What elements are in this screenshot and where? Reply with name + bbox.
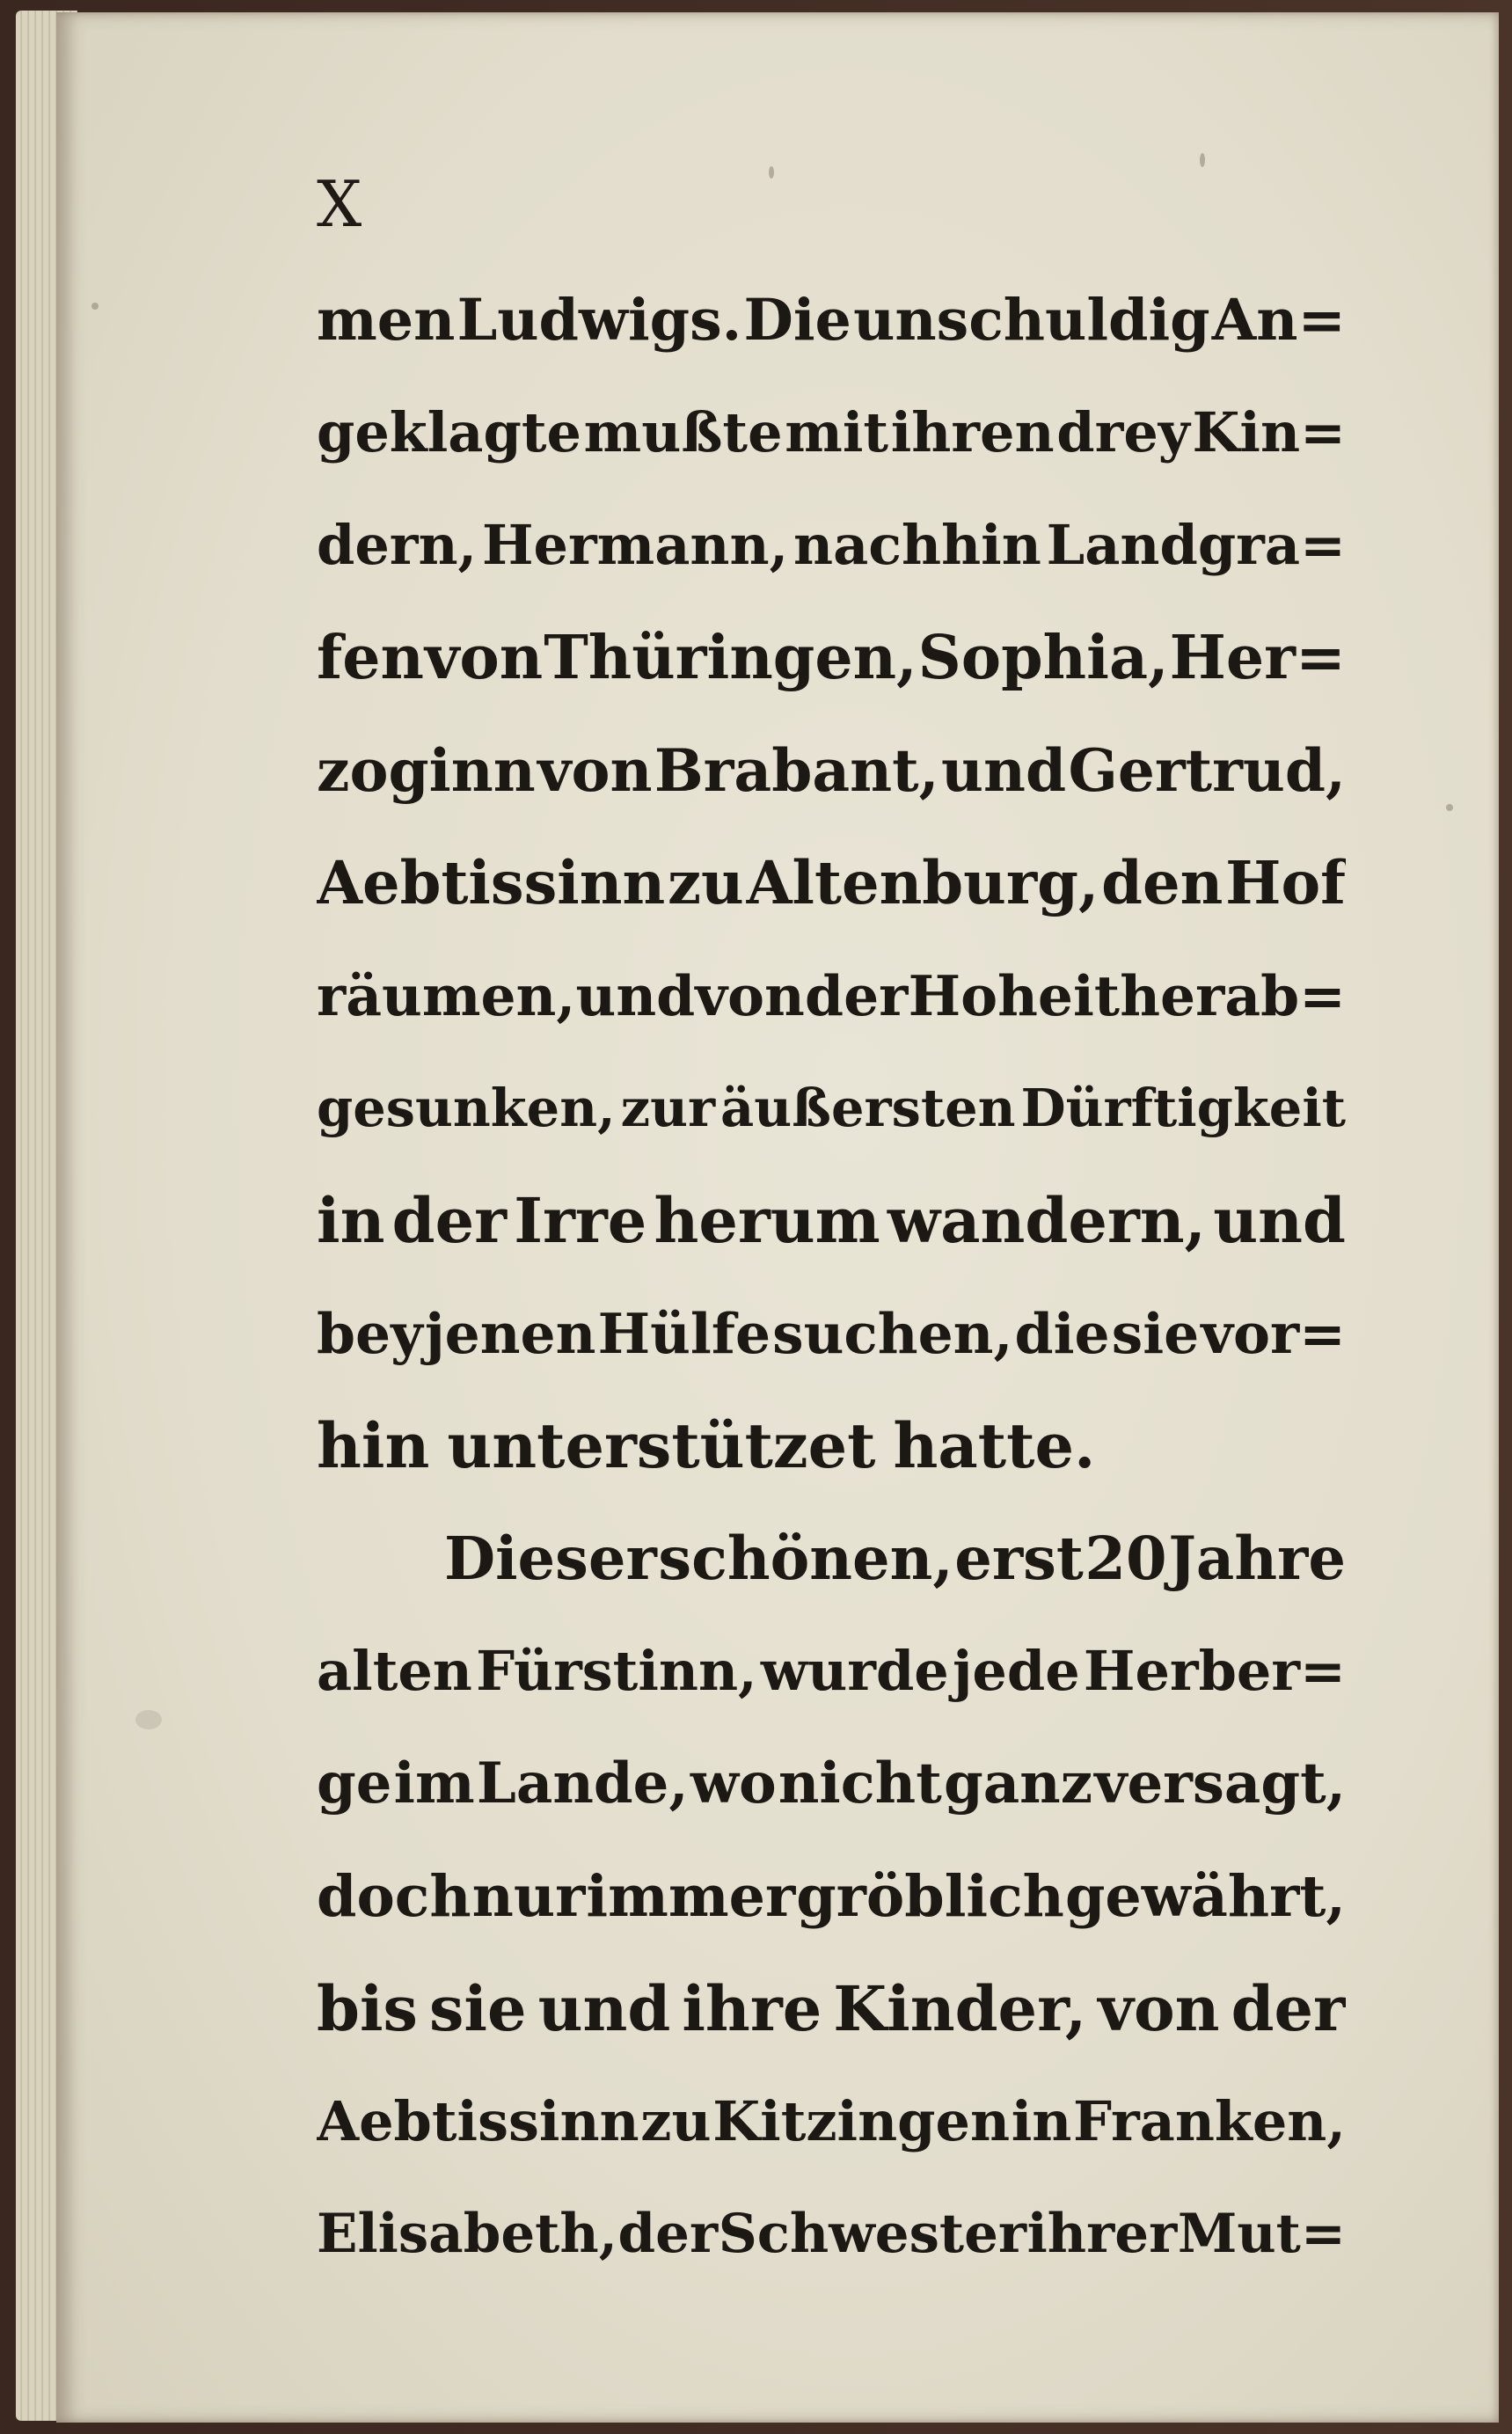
word: sie [1111, 1301, 1200, 1366]
word: drey [1056, 400, 1190, 464]
word: schönen, [658, 1524, 953, 1593]
word: zur [620, 1078, 716, 1138]
word: und [940, 736, 1067, 805]
word: Landgra= [1046, 513, 1346, 577]
word: gröblich [796, 1863, 1064, 1930]
paper-speck [769, 166, 774, 179]
word: unterstützet [447, 1409, 876, 1482]
text-line [317, 2065, 1346, 2178]
word: 20 [1085, 1524, 1167, 1593]
word: geklagte [317, 400, 581, 464]
word: unschuldig [853, 287, 1210, 354]
word: und [575, 963, 696, 1028]
word: Thüringen, [544, 623, 917, 693]
word: in [317, 1184, 385, 1257]
word: Jahre [1168, 1524, 1346, 1593]
word: Lande, [476, 1751, 689, 1816]
word: dern, [317, 513, 478, 577]
word: Ludwigs. [457, 287, 742, 354]
word: den [1101, 848, 1223, 917]
word: ge [317, 1751, 392, 1816]
word: Altenburg, [746, 848, 1099, 917]
word: Irre [514, 1184, 647, 1257]
body-text [317, 264, 1346, 2291]
text-line [317, 714, 1346, 827]
word: jede [952, 1639, 1080, 1703]
text-line [317, 939, 1346, 1052]
paper-stain [135, 1710, 162, 1729]
page-number: X [317, 167, 364, 241]
word: Hermann, [481, 513, 789, 577]
word: Dieser [444, 1524, 657, 1593]
word: Fürstinn, [476, 1639, 757, 1703]
word: herum [654, 1184, 880, 1257]
word: Gertrud, [1068, 736, 1346, 805]
word: im [393, 1751, 475, 1816]
word: An= [1211, 287, 1346, 354]
word: Franken, [1073, 2089, 1346, 2153]
word: der [617, 2203, 719, 2265]
word: mit [785, 400, 889, 464]
text-line [317, 1840, 1346, 1953]
word: der [805, 963, 909, 1028]
word: zu [668, 848, 744, 917]
word: jenen [424, 1301, 596, 1366]
word: sie [428, 1972, 527, 2045]
word: Elisabeth, [317, 2203, 617, 2265]
word: Hof [1225, 848, 1346, 917]
word: Mut= [1177, 2203, 1346, 2265]
word: Herber= [1083, 1639, 1346, 1703]
word: vor= [1201, 1301, 1346, 1366]
word: zoginn [317, 736, 536, 805]
word: Schwester [718, 2203, 1027, 2265]
text-line [317, 264, 1346, 376]
word: men [317, 287, 456, 354]
word: Brabant, [654, 736, 939, 805]
word: in [1011, 2089, 1072, 2153]
word: Aebtissinn [317, 2089, 639, 2153]
text-line [317, 1728, 1346, 1840]
word: herab= [1120, 963, 1346, 1028]
text-line [317, 1052, 1346, 1165]
word: suchen, [772, 1301, 1013, 1366]
word: nicht [778, 1751, 942, 1816]
word: immer [586, 1863, 796, 1930]
word: nachhin [793, 513, 1041, 577]
word: doch [317, 1863, 471, 1930]
word: zu [640, 2089, 712, 2153]
text-line [317, 1165, 1346, 1277]
text-line [317, 1953, 1346, 2065]
word: ihre [682, 1972, 822, 2045]
word: Sophia, [917, 623, 1169, 693]
text-line [317, 1615, 1346, 1728]
text-line [317, 1277, 1346, 1390]
word: Her= [1169, 623, 1346, 693]
word: wo [690, 1751, 777, 1816]
word: Kitzingen [712, 2089, 1011, 2153]
word: von [695, 963, 805, 1028]
text-line [317, 2178, 1346, 2291]
word: hatte. [893, 1409, 1096, 1482]
word: gewährt, [1064, 1863, 1346, 1930]
word: Dürftigkeit [1020, 1078, 1346, 1138]
word: bey [317, 1301, 423, 1366]
text-line [317, 1390, 1346, 1502]
text-line [317, 1502, 1346, 1615]
word: ganz [943, 1751, 1093, 1816]
word: mußte [583, 400, 783, 464]
word: Hoheit [908, 963, 1121, 1028]
word: wurde [760, 1639, 949, 1703]
word: ihrer [1026, 2203, 1178, 2265]
word: und [1213, 1184, 1346, 1257]
word: die [1014, 1301, 1110, 1366]
word: von [424, 623, 544, 693]
word: bis [317, 1972, 418, 2045]
word: Die [743, 287, 851, 354]
text-line [317, 602, 1346, 714]
word: Kin= [1192, 400, 1346, 464]
word: gesunken, [317, 1078, 616, 1138]
paper-speck [1200, 153, 1205, 167]
word: von [1098, 1972, 1220, 2045]
word: wandern, [887, 1184, 1207, 1257]
word: hin [317, 1409, 430, 1482]
word: fen [317, 623, 424, 693]
word: ihren [890, 400, 1055, 464]
word: und [537, 1972, 671, 2045]
word: Hülfe [597, 1301, 771, 1366]
text-line [317, 489, 1346, 602]
paper-speck [1446, 804, 1453, 811]
word: der [391, 1184, 508, 1257]
text-line [317, 827, 1346, 939]
paper-speck [91, 303, 99, 310]
word: äußersten [720, 1078, 1016, 1138]
word: nur [471, 1863, 586, 1930]
word: erst [954, 1524, 1084, 1593]
word: Kinder, [833, 1972, 1087, 2045]
word: alten [317, 1639, 472, 1703]
word: räumen, [317, 963, 576, 1028]
word: von [537, 736, 653, 805]
text-line [317, 376, 1346, 489]
word: versagt, [1094, 1751, 1346, 1816]
word: Aebtissinn [317, 848, 666, 917]
word: der [1231, 1972, 1346, 2045]
